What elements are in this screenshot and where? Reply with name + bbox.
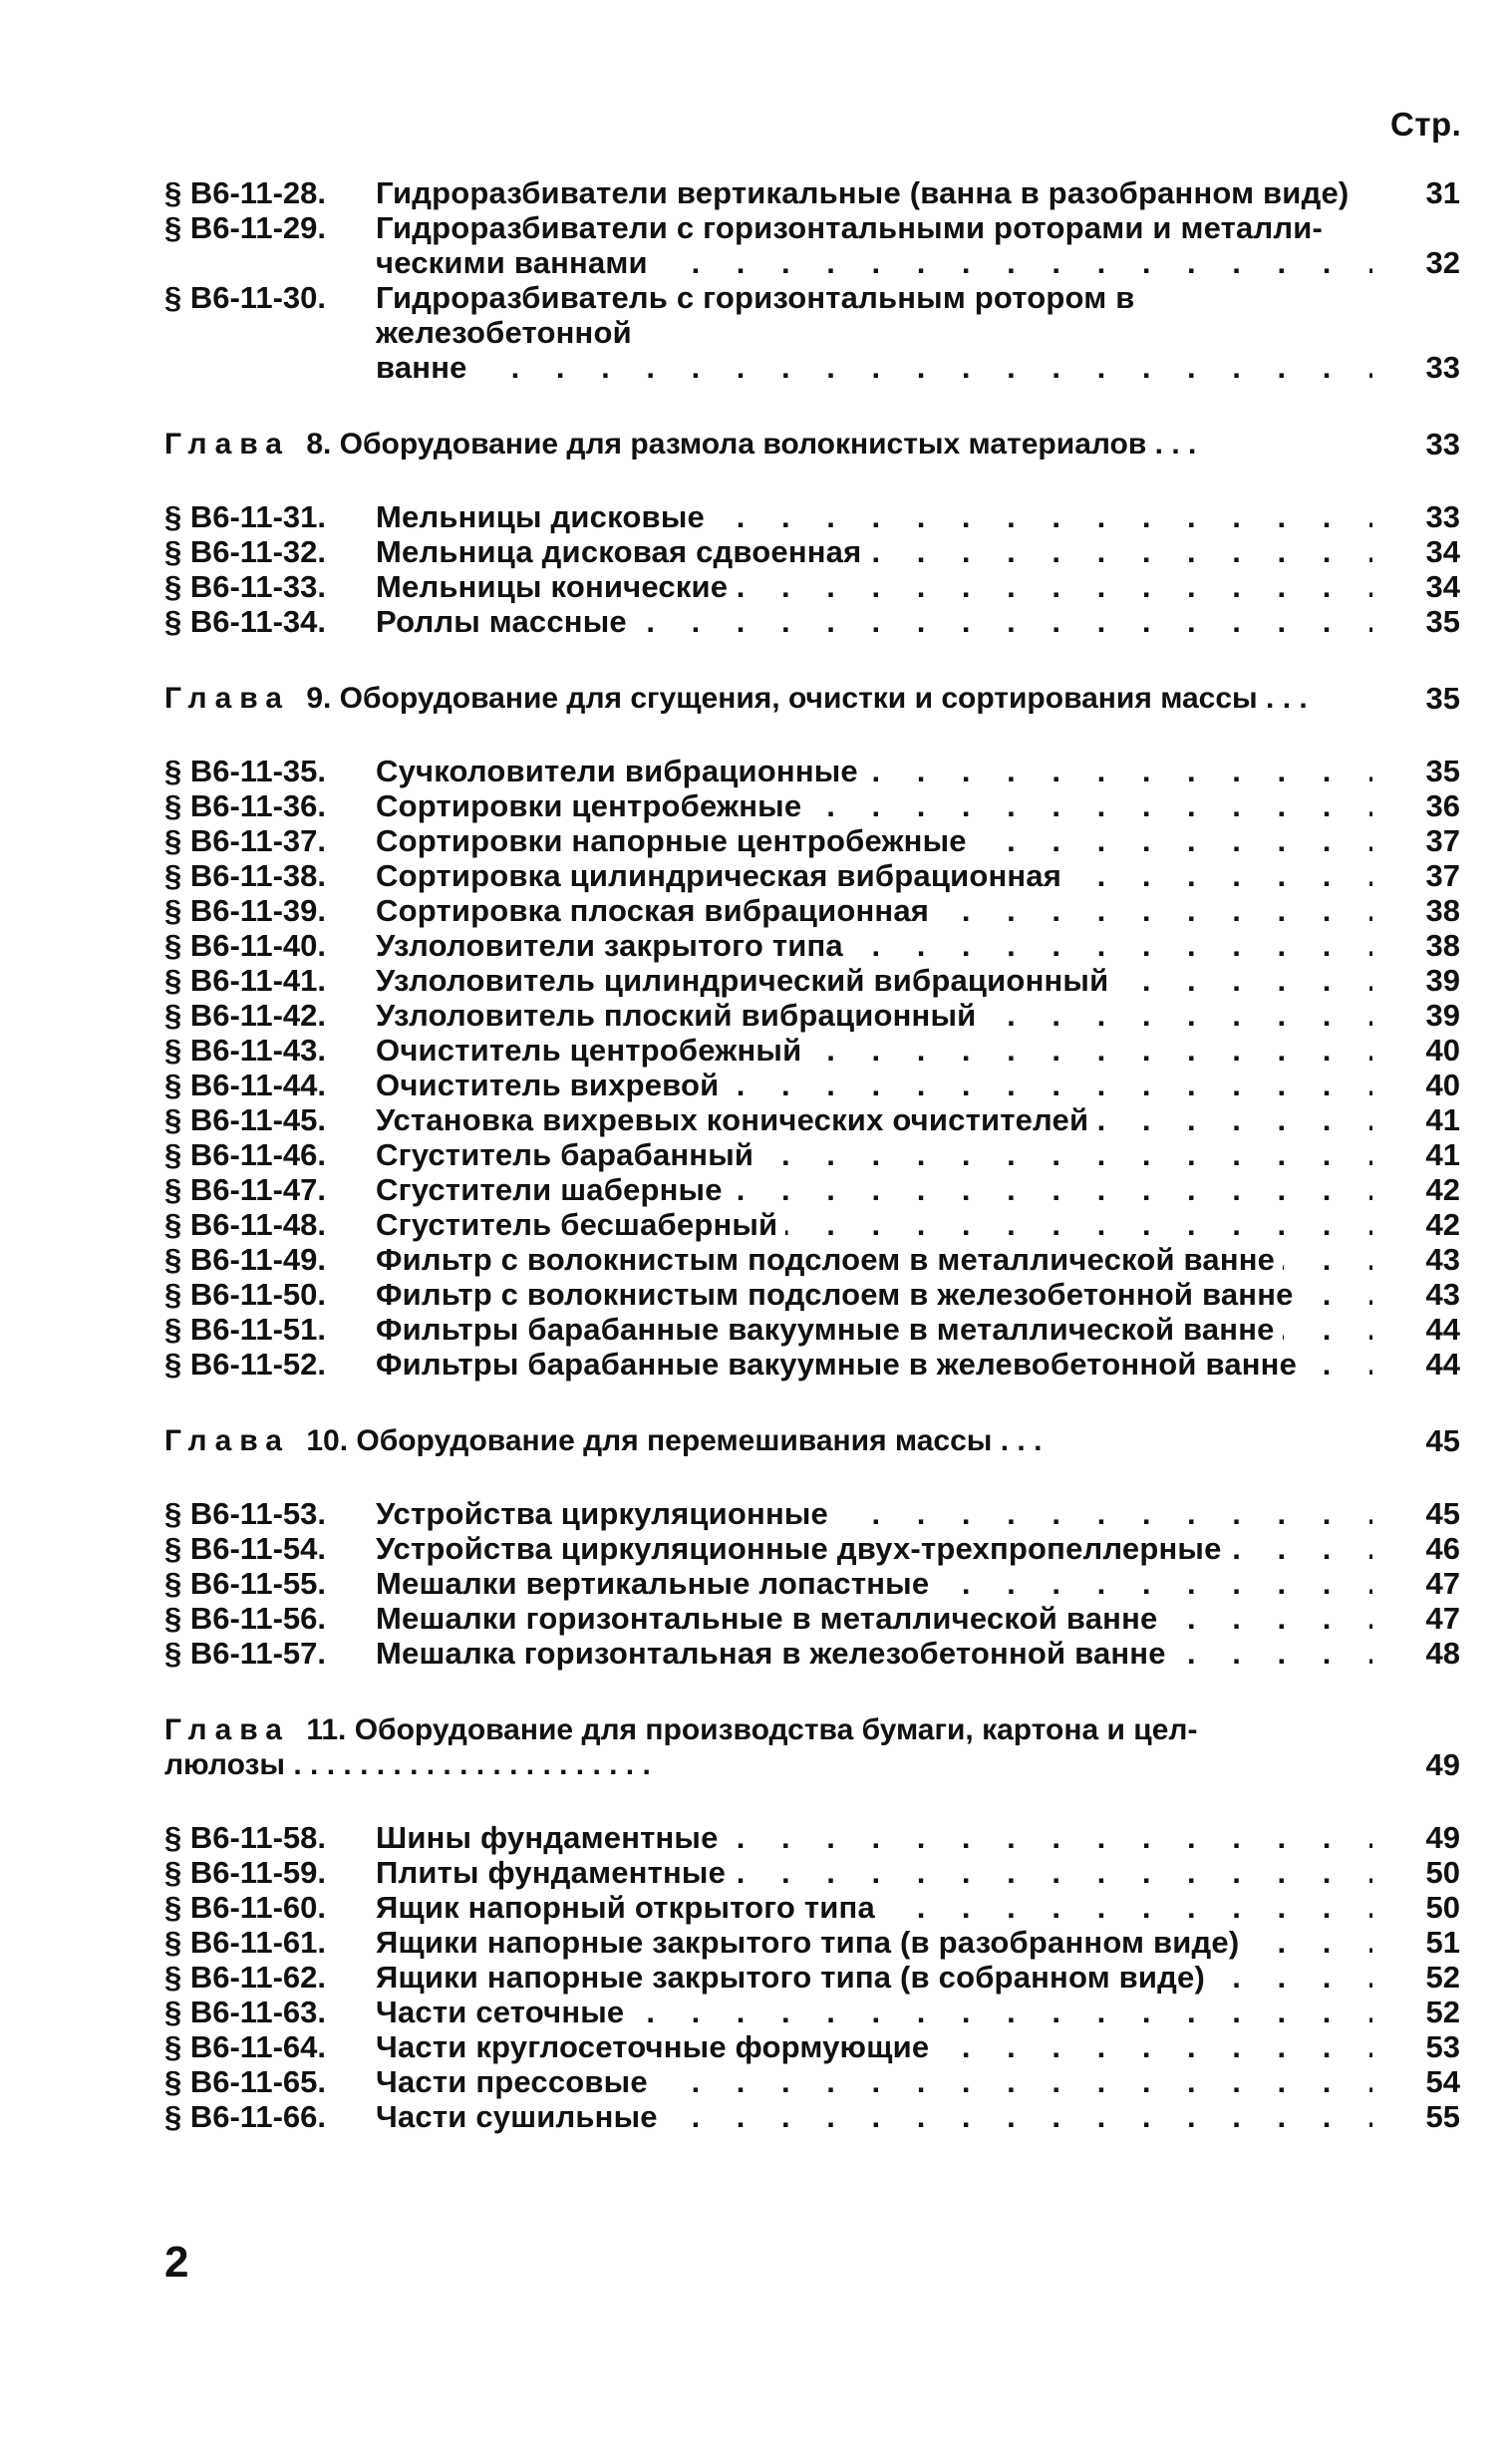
toc-entry (164, 928, 1460, 963)
title-line (376, 1137, 1372, 1172)
title-text: Установка вихревых конических очистителей (376, 1102, 1096, 1137)
section-code: § В6-11-56. (164, 1601, 326, 1636)
section-page-number: 50 (1425, 1890, 1460, 1925)
chapter-text: 9. Оборудование для сгущения, очистки и сортирования массы (306, 682, 1258, 715)
section-code: § В6-11-37. (164, 823, 326, 858)
leader-dots: . . . (1146, 428, 1197, 461)
section-code: § В6-11-34. (164, 604, 326, 639)
section-code: § В6-11-47. (164, 1172, 326, 1207)
section-page-number: 32 (1425, 245, 1460, 280)
section-page-number: 40 (1425, 1068, 1460, 1102)
section-code: § В6-11-40. (164, 928, 326, 963)
title-text: Сортировки напорные центробежные (376, 823, 975, 858)
title-text: Очиститель центробежный (376, 1033, 809, 1068)
title-line (376, 1820, 1372, 1855)
chapter-page-number: 49 (1425, 1747, 1460, 1782)
section-title (376, 1960, 1372, 1995)
toc-entry (164, 1068, 1460, 1102)
title-line (376, 788, 1372, 823)
title-line (376, 963, 1372, 998)
section-title (376, 1033, 1372, 1068)
title-text: Очиститель вихревой (376, 1068, 727, 1102)
section-page-number: 45 (1425, 1496, 1460, 1531)
section-code: § В6-11-58. (164, 1820, 326, 1855)
title-line (376, 245, 1372, 280)
toc-entry (164, 499, 1460, 534)
section-page-number: 52 (1425, 1960, 1460, 1995)
section-page-number: 50 (1425, 1855, 1460, 1890)
section-page-number: 38 (1425, 928, 1460, 963)
toc-entry (164, 1277, 1460, 1312)
toc-entry (164, 788, 1460, 823)
toc-entry (164, 1347, 1460, 1382)
title-line (376, 569, 1372, 604)
section-page-number: 38 (1425, 893, 1460, 928)
section-title (376, 1601, 1372, 1636)
section-title (376, 1312, 1372, 1347)
section-code: § В6-11-44. (164, 1068, 326, 1102)
title-line (376, 1890, 1372, 1925)
section-title (376, 858, 1372, 893)
title-line (376, 1033, 1372, 1068)
section-title (376, 928, 1372, 963)
leader-dots: . . . (992, 1424, 1043, 1457)
section-code: § В6-11-31. (164, 499, 326, 534)
title-text: Мельница дисковая сдвоенная (376, 534, 869, 569)
title-line (376, 1102, 1372, 1137)
chapter-heading (164, 1423, 1460, 1458)
section-code: § В6-11-50. (164, 1277, 326, 1312)
title-line (376, 858, 1372, 893)
toc-entry (164, 1033, 1460, 1068)
title-text: Мешалки вертикальные лопастные (376, 1566, 937, 1601)
toc-entry (164, 963, 1460, 998)
title-line (376, 823, 1372, 858)
page-number: 2 (164, 2238, 189, 2287)
title-text: Фильтры барабанные вакуумные в желевобетонной ванне (376, 1347, 1305, 1382)
section-code: § В6-11-39. (164, 893, 326, 928)
section-page-number: 44 (1425, 1347, 1460, 1382)
title-line (376, 1496, 1372, 1531)
section-title (376, 1207, 1372, 1242)
section-code: § В6-11-43. (164, 1033, 326, 1068)
section-code: § В6-11-48. (164, 1207, 326, 1242)
toc-entry (164, 1925, 1460, 1960)
toc-entry (164, 210, 1460, 280)
section-title (376, 1137, 1372, 1172)
chapter-word: Глава (164, 682, 307, 715)
section-page-number: 35 (1425, 604, 1460, 639)
title-text: Устройства циркуляционные двух-трехпропеллерные (376, 1531, 1230, 1566)
section-title (376, 1636, 1372, 1671)
title-text: Ящики напорные закрытого типа (в разобранном виде) (376, 1925, 1247, 1960)
section-page-number: 36 (1425, 788, 1460, 823)
title-text: Сортировка цилиндрическая вибрационная (376, 858, 1069, 893)
toc-entry (164, 893, 1460, 928)
title-text: Мельницы конические (376, 569, 736, 604)
toc-entry (164, 1636, 1460, 1671)
toc-entry (164, 1960, 1460, 1995)
title-line (376, 1242, 1372, 1277)
toc-entry (164, 280, 1460, 385)
section-page-number: 39 (1425, 998, 1460, 1033)
toc-entry (164, 1137, 1460, 1172)
section-title (376, 1925, 1372, 1960)
toc-entry (164, 1531, 1460, 1566)
title-line (376, 2064, 1372, 2099)
section-page-number: 34 (1425, 569, 1460, 604)
section-code: § В6-11-46. (164, 1137, 326, 1172)
section-code: § В6-11-38. (164, 858, 326, 893)
section-code: § В6-11-63. (164, 1995, 326, 2029)
title-text: Узлоловитель цилиндрический вибрационный (376, 963, 1116, 998)
toc-entry (164, 1820, 1460, 1855)
section-code: § В6-11-42. (164, 998, 326, 1033)
section-code: § В6-11-59. (164, 1855, 326, 1890)
toc-entry (164, 1995, 1460, 2029)
section-title (376, 569, 1372, 604)
section-code: § В6-11-28. (164, 175, 326, 210)
chapter-title (164, 681, 1360, 716)
chapter-page-number: 35 (1425, 681, 1460, 716)
section-page-number: 47 (1425, 1566, 1460, 1601)
title-text: Сгуститель бесшаберный (376, 1207, 785, 1242)
section-page-number: 49 (1425, 1820, 1460, 1855)
toc-entry (164, 2099, 1460, 2134)
toc-entry (164, 1855, 1460, 1890)
section-code: § В6-11-54. (164, 1531, 326, 1566)
chapter-page-number: 45 (1425, 1423, 1460, 1458)
section-page-number: 33 (1425, 350, 1460, 385)
section-page-number: 55 (1425, 2099, 1460, 2134)
title-text: Фильтр с волокнистым подслоем в железобетонной ванне (376, 1277, 1302, 1312)
title-text: Устройства циркуляционные (376, 1496, 836, 1531)
section-code: § В6-11-30. (164, 280, 326, 315)
toc-entry (164, 1242, 1460, 1277)
title-text: Части сушильные (376, 2099, 666, 2134)
title-text: Роллы массные (376, 604, 635, 639)
section-title (376, 1068, 1372, 1102)
title-text: Мешалки горизонтальные в металлической ванне (376, 1601, 1165, 1636)
chapter-title (164, 1423, 1360, 1458)
section-title (376, 534, 1372, 569)
section-title (376, 823, 1372, 858)
section-title (376, 2064, 1372, 2099)
chapter-text-cont: люлозы . . . . . . . . . . . . . . . . . . . . . . (164, 1748, 651, 1781)
section-title (376, 1347, 1372, 1382)
title-line (376, 2029, 1372, 2064)
section-page-number: 43 (1425, 1242, 1460, 1277)
title-line (376, 1995, 1372, 2029)
section-title (376, 788, 1372, 823)
toc-entry (164, 754, 1460, 788)
section-title (376, 1890, 1372, 1925)
title-line (376, 499, 1372, 534)
section-title (376, 1277, 1372, 1312)
title-line (376, 534, 1372, 569)
chapter-title (164, 1712, 1360, 1782)
section-code: § В6-11-53. (164, 1496, 326, 1531)
section-code: § В6-11-32. (164, 534, 326, 569)
title-line (376, 928, 1372, 963)
title-line (376, 1601, 1372, 1636)
chapter-text: 11. Оборудование для производства бумаги, картона и цел- (306, 1713, 1198, 1746)
section-title (376, 754, 1372, 788)
section-code: § В6-11-55. (164, 1566, 326, 1601)
section-page-number: 43 (1425, 1277, 1460, 1312)
title-text: ванне (376, 350, 475, 385)
section-title (376, 1242, 1372, 1277)
section-title (376, 1995, 1372, 2029)
title-line (376, 2099, 1372, 2134)
section-code: § В6-11-29. (164, 210, 326, 245)
title-text: Части прессовые (376, 2064, 656, 2099)
section-code: § В6-11-49. (164, 1242, 326, 1277)
section-title (376, 1102, 1372, 1137)
toc-entry (164, 1172, 1460, 1207)
title-text: Сгустители шаберные (376, 1172, 731, 1207)
chapter-page-number: 33 (1425, 427, 1460, 462)
toc-entry (164, 2029, 1460, 2064)
section-code: § В6-11-64. (164, 2029, 326, 2064)
toc-entry (164, 1890, 1460, 1925)
section-page-number: 51 (1425, 1925, 1460, 1960)
section-title (376, 1820, 1372, 1855)
section-page-number: 34 (1425, 534, 1460, 569)
title-text: Узлоловители закрытого типа (376, 928, 851, 963)
title-line (376, 350, 1372, 385)
section-title (376, 893, 1372, 928)
section-page-number: 37 (1425, 858, 1460, 893)
title-text: Сучколовители вибрационные (376, 754, 866, 788)
title-text: Сортировки центробежные (376, 788, 809, 823)
section-page-number: 53 (1425, 2029, 1460, 2064)
section-page-number: 48 (1425, 1636, 1460, 1671)
title-line: Гидроразбиватель с горизонтальным ротором в железобетонной (376, 280, 1135, 350)
toc-entry (164, 534, 1460, 569)
section-code: § В6-11-60. (164, 1890, 326, 1925)
section-title (376, 1496, 1372, 1531)
section-code: § В6-11-66. (164, 2099, 326, 2134)
chapter-heading (164, 1712, 1460, 1782)
chapter-heading (164, 681, 1460, 716)
title-line (376, 1636, 1372, 1671)
title-line (376, 604, 1372, 639)
chapter-word: Глава (164, 1424, 307, 1457)
section-title (376, 604, 1372, 639)
chapter-text: 8. Оборудование для размола волокнистых материалов (306, 428, 1147, 461)
toc-entry (164, 1312, 1460, 1347)
chapter-text: 10. Оборудование для перемешивания массы (306, 1424, 993, 1457)
title-line (376, 1277, 1372, 1312)
title-text: Фильтры барабанные вакуумные в металлической ванне (376, 1312, 1283, 1347)
title-text: Шины фундаментные (376, 1820, 727, 1855)
title-text: ческими ваннами (376, 245, 656, 280)
toc-entry (164, 569, 1460, 604)
leader-dots: . . . (1257, 682, 1308, 715)
section-page-number: 42 (1425, 1207, 1460, 1242)
toc-entry (164, 998, 1460, 1033)
section-code: § В6-11-33. (164, 569, 326, 604)
title-line (376, 1347, 1372, 1382)
section-title (376, 2099, 1372, 2134)
section-code: § В6-11-52. (164, 1347, 326, 1382)
toc-entry (164, 1601, 1460, 1636)
section-code: § В6-11-51. (164, 1312, 326, 1347)
section-page-number: 42 (1425, 1172, 1460, 1207)
section-page-number: 41 (1425, 1102, 1460, 1137)
section-page-number: 52 (1425, 1995, 1460, 2029)
section-page-number: 35 (1425, 754, 1460, 788)
section-title (376, 175, 1372, 210)
toc-entry (164, 1496, 1460, 1531)
title-line (376, 1566, 1372, 1601)
title-text: Фильтр с волокнистым подслоем в металлической ванне (376, 1242, 1283, 1277)
title-line: Гидроразбиватели вертикальные (ванна в разобранном виде) (376, 175, 1350, 210)
toc-entry (164, 858, 1460, 893)
title-line (376, 1172, 1372, 1207)
title-text: Сортировка плоская вибрационная (376, 893, 937, 928)
title-text: Мельницы дисковые (376, 499, 713, 534)
toc-entry (164, 2064, 1460, 2099)
chapter-word: Глава (164, 1713, 307, 1746)
section-title (376, 1566, 1372, 1601)
title-text: Плиты фундаментные (376, 1855, 734, 1890)
title-text: Ящик напорный открытого типа (376, 1890, 883, 1925)
section-code: § В6-11-41. (164, 963, 326, 998)
table-of-contents (164, 175, 1460, 2134)
section-title (376, 1172, 1372, 1207)
toc-entry (164, 175, 1460, 210)
section-page-number: 47 (1425, 1601, 1460, 1636)
section-page-number: 41 (1425, 1137, 1460, 1172)
section-code: § В6-11-35. (164, 754, 326, 788)
section-code: § В6-11-65. (164, 2064, 326, 2099)
section-code: § В6-11-57. (164, 1636, 326, 1671)
section-page-number: 46 (1425, 1531, 1460, 1566)
toc-entry (164, 604, 1460, 639)
section-title (376, 2029, 1372, 2064)
chapter-word: Глава (164, 428, 307, 461)
section-title (376, 210, 1372, 280)
chapter-title (164, 427, 1360, 462)
section-page-number: 54 (1425, 2064, 1460, 2099)
section-title (376, 963, 1372, 998)
title-line (376, 1960, 1372, 1995)
toc-entry (164, 1207, 1460, 1242)
title-text: Части сеточные (376, 1995, 632, 2029)
title-line (376, 1925, 1372, 1960)
title-text: Сгуститель барабанный (376, 1137, 761, 1172)
toc-entry (164, 823, 1460, 858)
section-code: § В6-11-62. (164, 1960, 326, 1995)
section-title (376, 280, 1372, 385)
section-code: § В6-11-36. (164, 788, 326, 823)
title-text: Мешалка горизонтальная в железобетонной ванне (376, 1636, 1174, 1671)
title-line (376, 893, 1372, 928)
toc-entry (164, 1102, 1460, 1137)
title-line (376, 1068, 1372, 1102)
chapter-heading (164, 427, 1460, 462)
section-code: § В6-11-61. (164, 1925, 326, 1960)
section-page-number: 33 (1425, 499, 1460, 534)
page-column-label: Стр. (1390, 106, 1462, 143)
section-page-number: 39 (1425, 963, 1460, 998)
title-line (376, 1312, 1372, 1347)
title-line (376, 1855, 1372, 1890)
section-title (376, 998, 1372, 1033)
title-text: Узлоловитель плоский вибрационный (376, 998, 984, 1033)
title-line (376, 754, 1372, 788)
title-line (376, 1207, 1372, 1242)
title-line (376, 1531, 1372, 1566)
title-text: Части круглосеточные формующие (376, 2029, 937, 2064)
section-page-number: 31 (1425, 175, 1460, 210)
title-line (376, 998, 1372, 1033)
section-code: § В6-11-45. (164, 1102, 326, 1137)
section-page-number: 37 (1425, 823, 1460, 858)
section-title (376, 499, 1372, 534)
title-text: Ящики напорные закрытого типа (в собранном виде) (376, 1960, 1213, 1995)
section-title (376, 1855, 1372, 1890)
section-page-number: 44 (1425, 1312, 1460, 1347)
toc-entry (164, 1566, 1460, 1601)
section-title (376, 1531, 1372, 1566)
title-line: Гидроразбиватели с горизонтальными роторами и металли- (376, 210, 1324, 245)
section-page-number: 40 (1425, 1033, 1460, 1068)
